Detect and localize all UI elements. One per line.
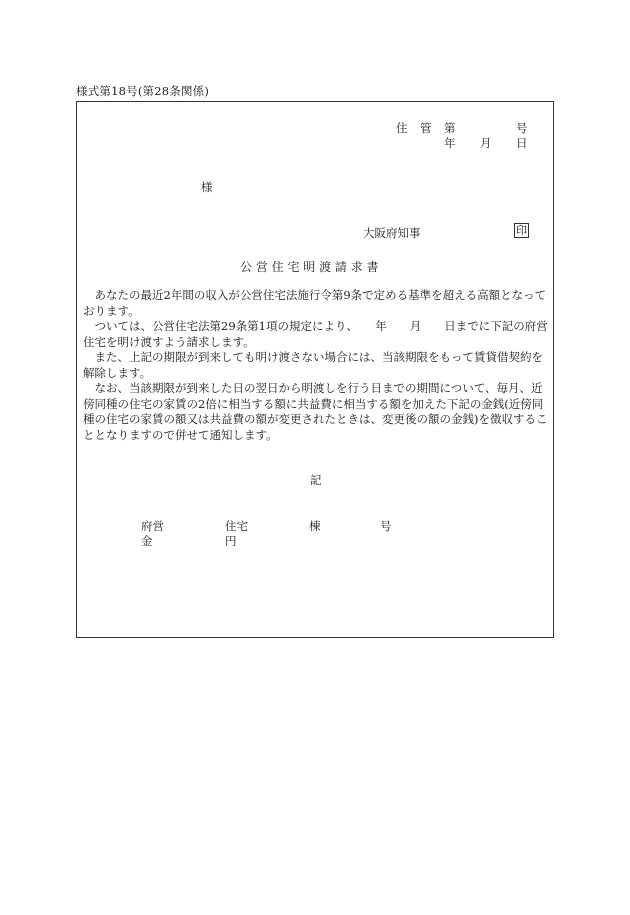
paragraph-2: ついては、公営住宅法第29条第1項の規定により、 年 月 日までに下記の府営住宅を明け渡すよう請求します。 (83, 319, 548, 349)
date-month: 月 (480, 136, 492, 150)
body-text (83, 288, 553, 443)
paragraph-1: あなたの最近2年間の収入が公営住宅法施行令第9条で定める基準を超える高額となっております。 (83, 288, 547, 318)
addressee-sama: 様 (201, 180, 213, 194)
ki-label: 記 (310, 473, 322, 487)
ref-dai: 第 (444, 121, 456, 135)
detail-to: 棟 (309, 519, 321, 533)
form-number-label: 様式第18号(第28条関係) (76, 84, 210, 98)
detail-en: 円 (225, 534, 237, 548)
detail-kin: 金 (141, 534, 153, 548)
ref-ju: 住 (396, 121, 408, 135)
detail-go: 号 (380, 519, 392, 533)
document-frame (76, 101, 554, 638)
issuer-name: 大阪府知事 (363, 226, 421, 240)
ref-go: 号 (516, 121, 528, 135)
detail-fuei: 府営 (141, 519, 164, 533)
document-title: 公 営 住 宅 明 渡 請 求 書 (240, 260, 379, 274)
paragraph-3: また、上記の期限が到来しても明け渡さない場合には、当該期限をもって賃貸借契約を解除します。 (83, 350, 543, 380)
date-year: 年 (444, 136, 456, 150)
ref-kan: 管 (420, 121, 432, 135)
seal-mark: 印 (516, 224, 527, 237)
date-day: 日 (516, 136, 528, 150)
paragraph-4: なお、当該期限が到来した日の翌日から明渡しを行う日までの期間について、毎月、近傍同種の住宅の家賃の2倍に相当する額に共益費に相当する額を加えた下記の金銭(近傍同種の住宅の家賃の額又は共益費の額が変更されたときは、変更後の額の金銭)を徴収することとなりますので併せて通知します。 (83, 381, 548, 442)
detail-jutaku: 住宅 (225, 519, 248, 533)
